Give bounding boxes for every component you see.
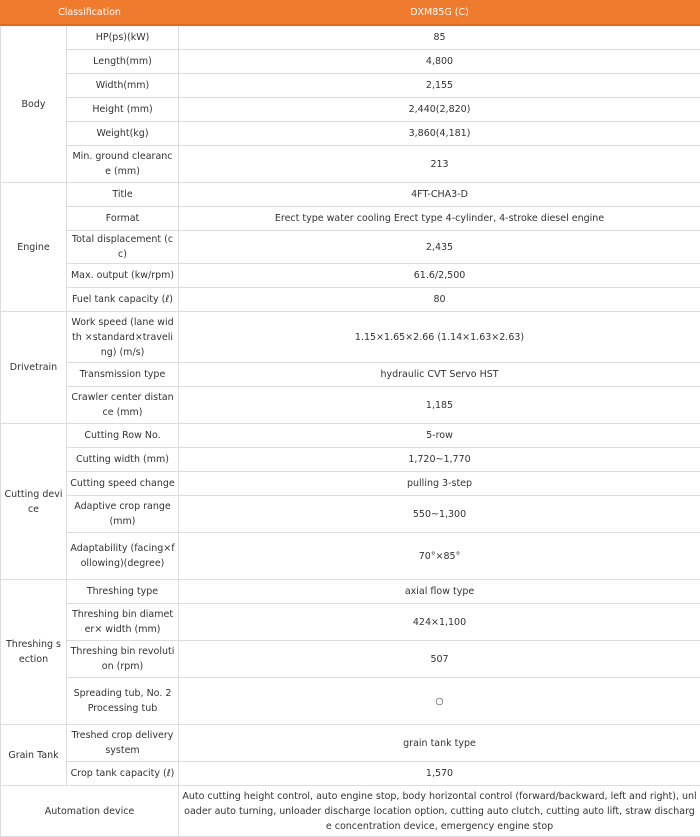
table-row <box>1 183 700 207</box>
spec-value: 2,435 <box>179 231 700 264</box>
table-row <box>1 725 700 762</box>
spec-value: 70°×85° <box>179 533 700 580</box>
spec-label: Width(mm) <box>67 74 179 98</box>
spec-label: Spreading tub, No. 2 Processing tub <box>67 678 179 725</box>
spec-value: 4FT-CHA3-D <box>179 183 700 207</box>
table-row <box>1 288 700 312</box>
spec-value: 550~1,300 <box>179 496 700 533</box>
spec-value: ○ <box>179 678 700 725</box>
spec-value: 2,440(2,820) <box>179 98 700 122</box>
spec-value: Erect type water cooling Erect type 4-cylinder, 4-stroke diesel engine <box>179 207 700 231</box>
spec-value: 1,720~1,770 <box>179 448 700 472</box>
spec-label: Cutting Row No. <box>67 424 179 448</box>
table-row <box>1 424 700 448</box>
category-threshing-section: Threshing section <box>1 580 67 725</box>
spec-label: Fuel tank capacity (ℓ) <box>67 288 179 312</box>
spec-label: Total displacement (cc) <box>67 231 179 264</box>
table-row <box>1 312 700 363</box>
table-row <box>1 387 700 424</box>
table-row <box>1 786 700 837</box>
spec-label: Adaptive crop range (mm) <box>67 496 179 533</box>
table-row <box>1 580 700 604</box>
spec-label: Max. output (kw/rpm) <box>67 264 179 288</box>
spec-label: Format <box>67 207 179 231</box>
table-row <box>1 448 700 472</box>
spec-value: 85 <box>179 25 700 50</box>
spec-label: Adaptability (facing×following)(degree) <box>67 533 179 580</box>
spec-value: 80 <box>179 288 700 312</box>
spec-value: axial flow type <box>179 580 700 604</box>
table-row <box>1 231 700 264</box>
spec-label: Threshing type <box>67 580 179 604</box>
category-grain-tank: Grain Tank <box>1 725 67 786</box>
category-body: Body <box>1 25 67 183</box>
table-row <box>1 641 700 678</box>
spec-value: 4,800 <box>179 50 700 74</box>
table-row <box>1 207 700 231</box>
spec-label: HP(ps)(kW) <box>67 25 179 50</box>
table-row <box>1 264 700 288</box>
table-row <box>1 363 700 387</box>
table-row <box>1 50 700 74</box>
spec-value: 507 <box>179 641 700 678</box>
spec-value: 61.6/2,500 <box>179 264 700 288</box>
spec-value: 1,185 <box>179 387 700 424</box>
spec-label: Threshing bin revolution (rpm) <box>67 641 179 678</box>
spec-label: Work speed (lane width ×standard×traveling) (m/s) <box>67 312 179 363</box>
header-classification: Classification <box>1 1 179 26</box>
table-row <box>1 533 700 580</box>
spec-label: Transmission type <box>67 363 179 387</box>
spec-label: Title <box>67 183 179 207</box>
header-model: DXM85G (C) <box>179 1 700 26</box>
table-row <box>1 74 700 98</box>
spec-label: Weight(kg) <box>67 122 179 146</box>
spec-value: hydraulic CVT Servo HST <box>179 363 700 387</box>
table-row <box>1 604 700 641</box>
table-row <box>1 496 700 533</box>
table-row <box>1 122 700 146</box>
spec-label: Threshing bin diameter× width (mm) <box>67 604 179 641</box>
table-row <box>1 25 700 50</box>
spec-value: 213 <box>179 146 700 183</box>
spec-label: Min. ground clearance (mm) <box>67 146 179 183</box>
table-row <box>1 472 700 496</box>
spec-value: 2,155 <box>179 74 700 98</box>
spec-value: 5-row <box>179 424 700 448</box>
spec-value: 3,860(4,181) <box>179 122 700 146</box>
header-row <box>1 1 700 26</box>
automation-value: Auto cutting height control, auto engine stop, body horizontal control (forward/backward, left and right), unloader auto turning, unloader discharge location option, cutting auto clutch, cutting auto lift, straw discharge concentration device, emergency engine stop <box>179 786 700 837</box>
spec-value: pulling 3-step <box>179 472 700 496</box>
spec-value: grain tank type <box>179 725 700 762</box>
spec-label: Length(mm) <box>67 50 179 74</box>
table-row <box>1 678 700 725</box>
spec-value: 1,570 <box>179 762 700 786</box>
category-cutting-device: Cutting device <box>1 424 67 580</box>
spec-label: Treshed crop delivery system <box>67 725 179 762</box>
spec-value: 424×1,100 <box>179 604 700 641</box>
spec-label: Crawler center distance (mm) <box>67 387 179 424</box>
table-row <box>1 98 700 122</box>
category-drivetrain: Drivetrain <box>1 312 67 424</box>
spec-label: Cutting width (mm) <box>67 448 179 472</box>
spec-label: Cutting speed change <box>67 472 179 496</box>
table-row <box>1 762 700 786</box>
spec-label: Crop tank capacity (ℓ) <box>67 762 179 786</box>
automation-label: Automation device <box>1 786 179 837</box>
table-row <box>1 146 700 183</box>
category-engine: Engine <box>1 183 67 312</box>
spec-value: 1.15×1.65×2.66 (1.14×1.63×2.63) <box>179 312 700 363</box>
spec-label: Height (mm) <box>67 98 179 122</box>
